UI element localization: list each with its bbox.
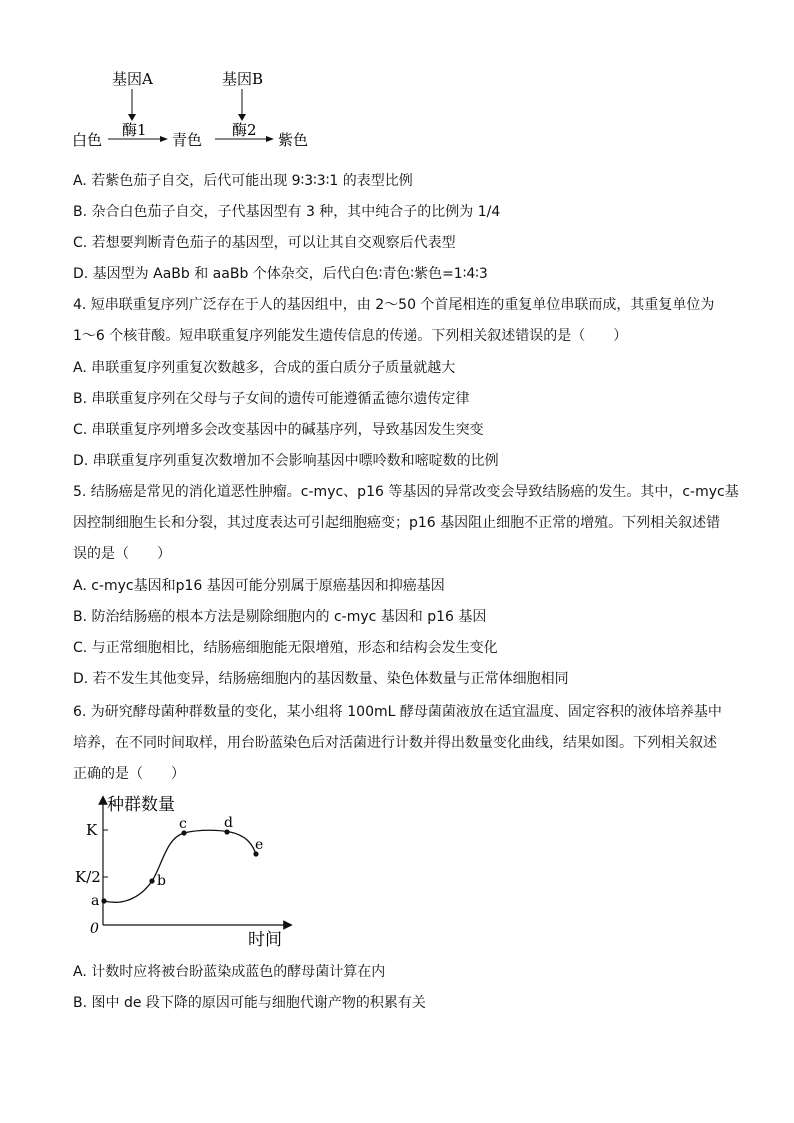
q4-option-c: C. 串联重复序列增多会改变基因中的碱基序列，导致基因发生突变 xyxy=(73,422,484,438)
q5-stem-line3: 误的是（ ） xyxy=(73,546,171,562)
x-axis-label: 时间 xyxy=(248,930,282,950)
point-b-label: b xyxy=(157,873,166,889)
point-b xyxy=(149,878,154,883)
k-tick-label: K xyxy=(86,821,98,839)
point-a-label: a xyxy=(91,893,100,909)
q5-stem-line2: 因控制细胞生长和分裂，其过度表达可引起细胞癌变；p16 基因阻止细胞不正常的增殖。下列相关叙述错 xyxy=(73,515,721,531)
origin-label: 0 xyxy=(90,921,99,937)
q3-option-d: D. 基因型为 AaBb 和 aaBb 个体杂交，后代白色∶青色∶紫色=1∶4∶3 xyxy=(73,266,488,282)
k2-tick-label: K/2 xyxy=(75,868,101,886)
gene-b-arrowhead xyxy=(238,114,246,121)
q4-option-a: A. 串联重复序列重复次数越多，合成的蛋白质分子质量就越大 xyxy=(73,360,456,376)
gene-a-label: 基因A xyxy=(112,70,153,88)
point-d-label: d xyxy=(224,815,233,831)
enzyme2-label: 酶2 xyxy=(232,121,257,139)
gene-a-arrowhead xyxy=(128,114,136,121)
pigment-pathway-diagram xyxy=(60,62,330,154)
gene-b-label: 基因B xyxy=(222,70,264,88)
enzyme1-label: 酶1 xyxy=(122,121,147,139)
point-c-label: c xyxy=(179,816,187,832)
q6-option-a: A. 计数时应将被台盼蓝染成蓝色的酵母菌计算在内 xyxy=(73,964,386,980)
q5-option-d: D. 若不发生其他变异，结肠癌细胞内的基因数量、染色体数量与正常体细胞相同 xyxy=(73,671,569,687)
q6-option-b: B. 图中 de 段下降的原因可能与细胞代谢产物的积累有关 xyxy=(73,995,426,1011)
y-axis-label: 种群数量 xyxy=(107,795,175,815)
population-growth-graph xyxy=(70,788,300,950)
q3-option-c: C. 若想要判断青色茄子的基因型，可以让其自交观察后代表型 xyxy=(73,235,456,251)
purple-label: 紫色 xyxy=(278,131,309,149)
q5-option-b: B. 防治结肠癌的根本方法是剔除细胞内的 c-myc 基因和 p16 基因 xyxy=(73,609,487,625)
point-a xyxy=(101,898,106,903)
arrowhead-cyan xyxy=(160,136,168,142)
q4-stem-line1: 4. 短串联重复序列广泛存在于人的基因组中，由 2～50 个首尾相连的重复单位串联而成，其重复单位为 xyxy=(73,297,715,313)
point-e-label: e xyxy=(255,837,264,853)
q3-option-b: B. 杂合白色茄子自交，子代基因型有 3 种，其中纯合子的比例为 1/4 xyxy=(73,204,501,220)
cyan-label: 青色 xyxy=(172,131,203,149)
q4-stem-line2: 1～6 个核苷酸。短串联重复序列能发生遗传信息的传递。下列相关叙述错误的是（ ） xyxy=(73,328,628,344)
growth-curve xyxy=(104,830,256,902)
q6-stem-line2: 培养，在不同时间取样，用台盼蓝染色后对活菌进行计数并得出数量变化曲线，结果如图。下列相关叙述 xyxy=(73,735,717,751)
q5-option-a: A. c-myc基因和p16 基因可能分别属于原癌基因和抑癌基因 xyxy=(73,578,445,594)
q3-option-a: A. 若紫色茄子自交，后代可能出现 9∶3∶3∶1 的表型比例 xyxy=(73,173,413,189)
q4-option-d: D. 串联重复序列重复次数增加不会影响基因中嘌呤数和嘧啶数的比例 xyxy=(73,453,499,469)
q5-option-c: C. 与正常细胞相比，结肠癌细胞能无限增殖，形态和结构会发生变化 xyxy=(73,640,498,656)
white-label: 白色 xyxy=(72,131,103,149)
arrowhead-purple xyxy=(266,136,274,142)
q4-option-b: B. 串联重复序列在父母与子女间的遗传可能遵循孟德尔遗传定律 xyxy=(73,391,470,407)
q6-stem-line1: 6. 为研究酵母菌种群数量的变化，某小组将 100mL 酵母菌菌液放在适宜温度、固定容积的液体培养基中 xyxy=(73,704,722,720)
q5-stem-line1: 5. 结肠癌是常见的消化道恶性肿瘤。c-myc、p16 等基因的异常改变会导致结肠癌的发生。其中，c-myc基 xyxy=(73,484,739,500)
q6-stem-line3: 正确的是（ ） xyxy=(73,766,185,782)
